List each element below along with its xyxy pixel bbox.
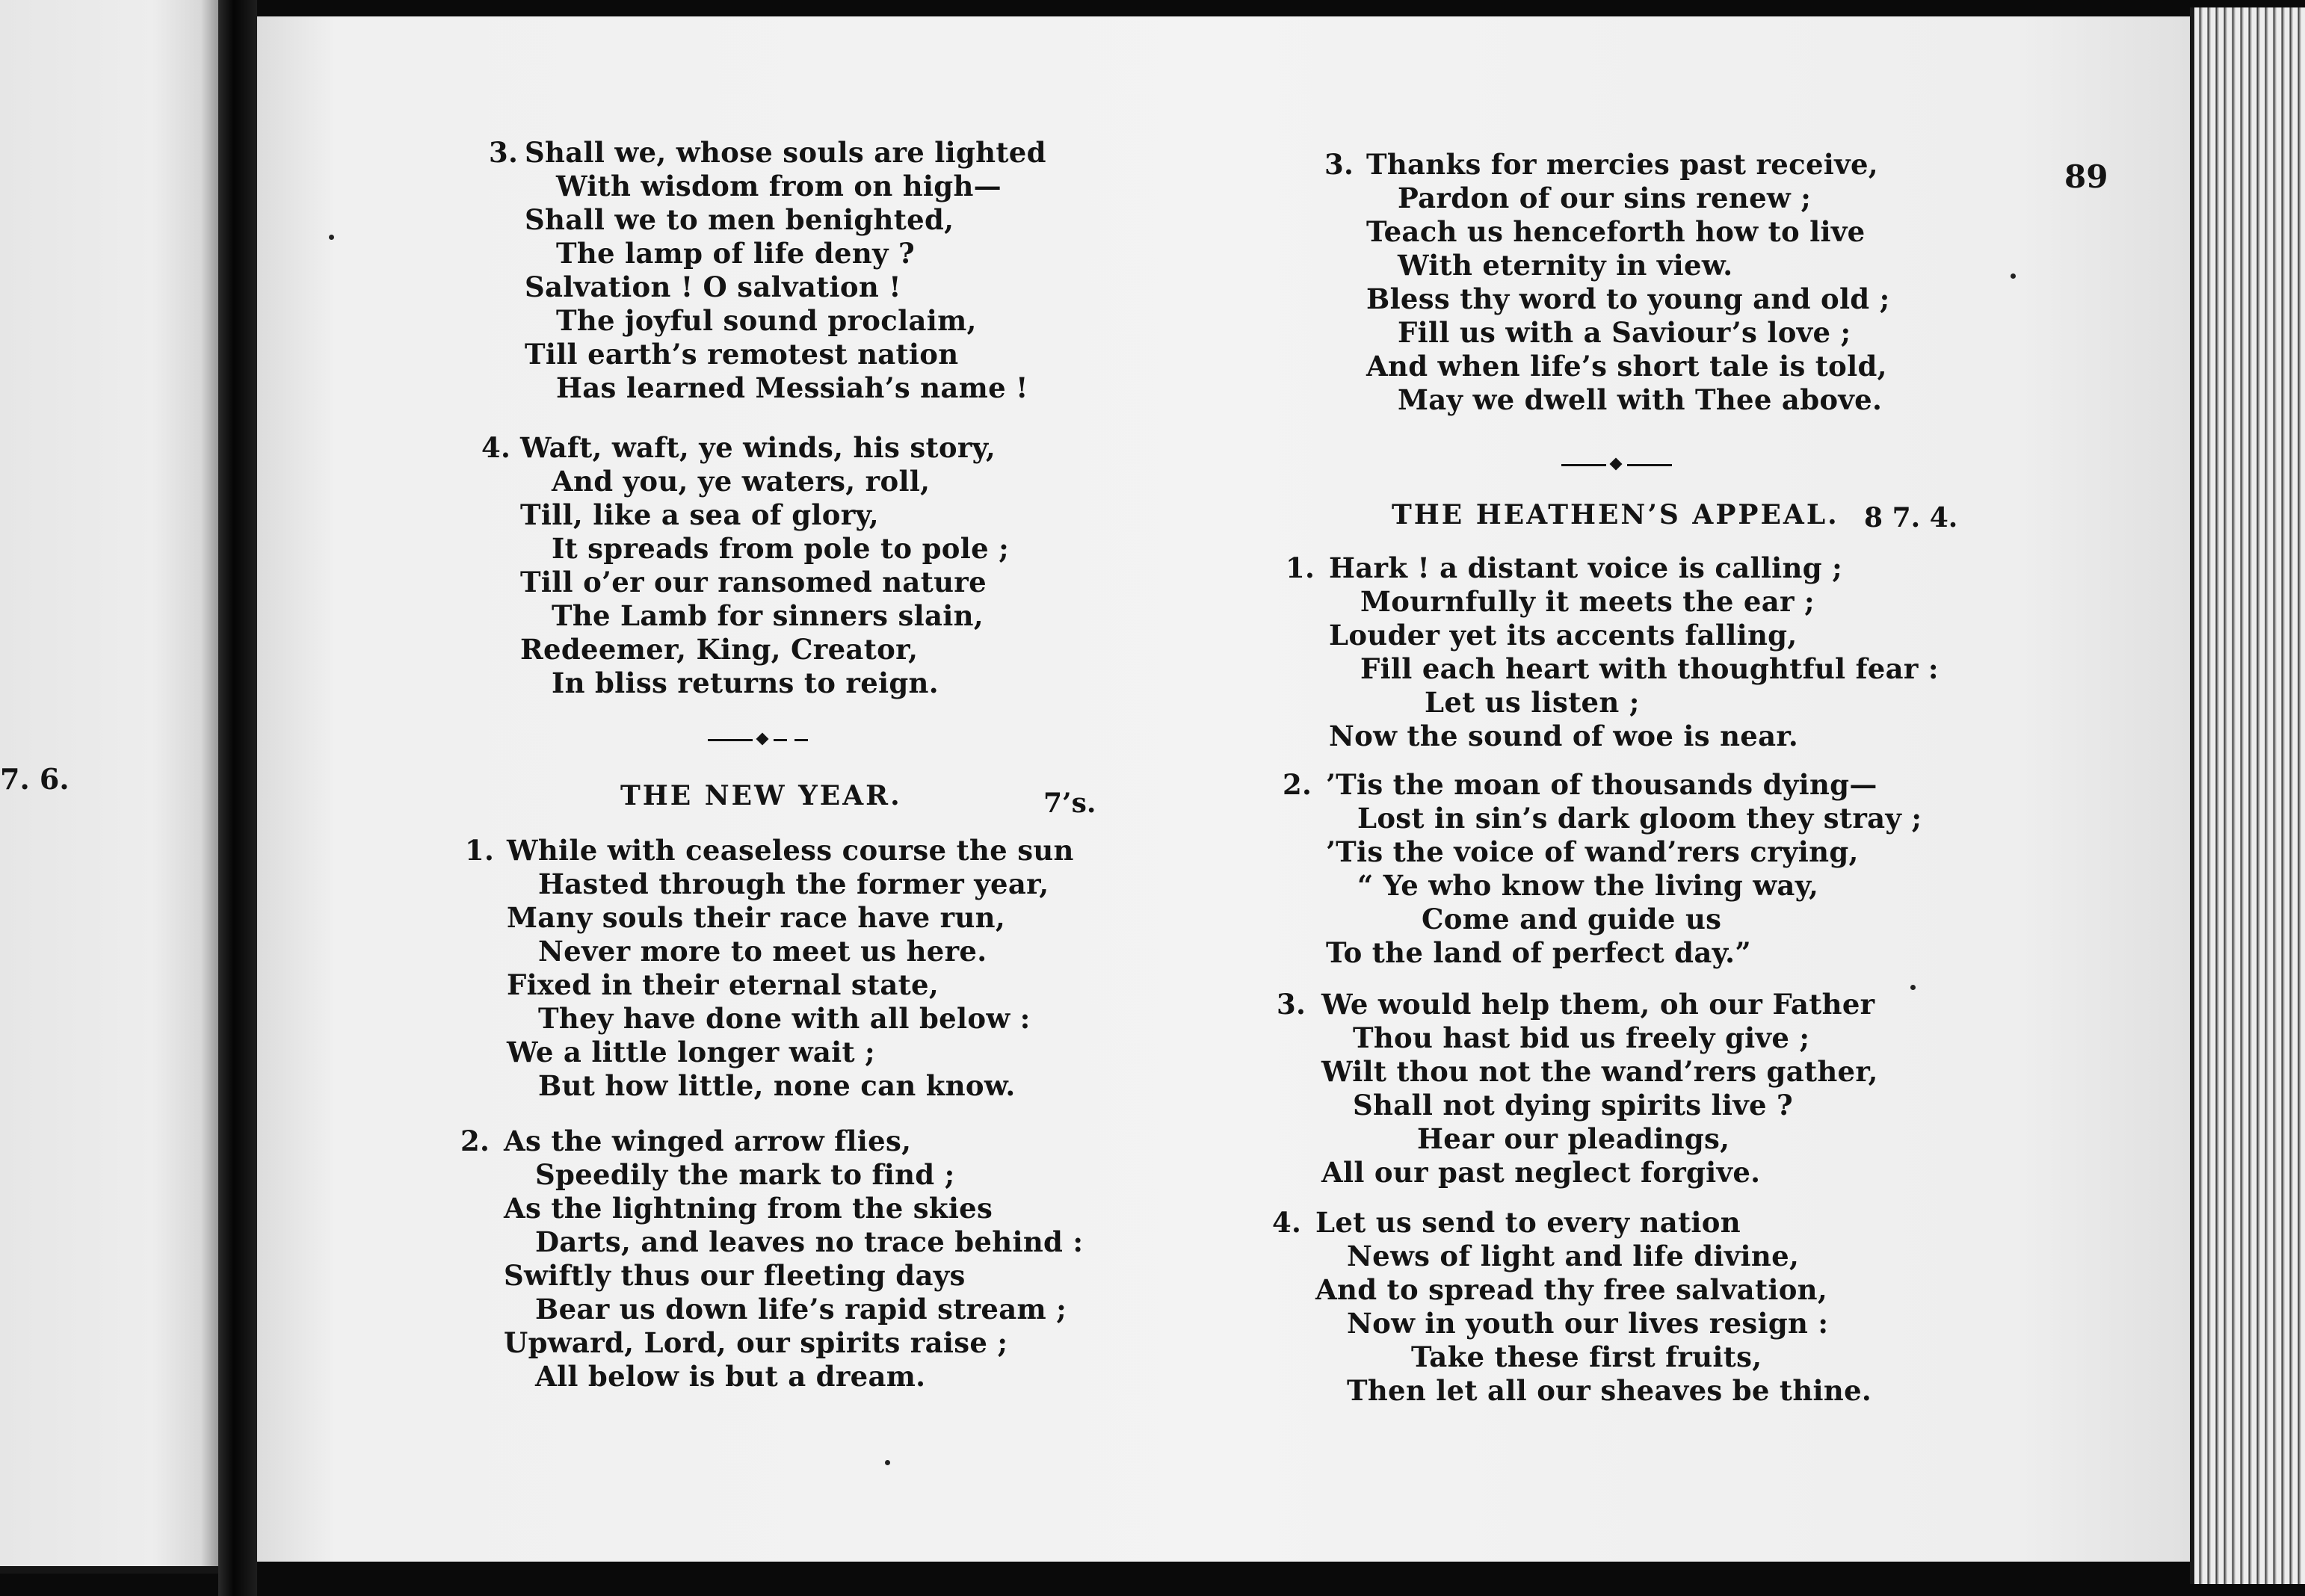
verse-line: Shall not dying spirits live ? <box>1353 1089 1794 1122</box>
hymn-meter: 8 7. 4. <box>1864 502 1958 533</box>
verse-line: Lost in sin’s dark gloom they stray ; <box>1357 802 1922 835</box>
verse-line: We a little longer wait ; <box>507 1036 876 1068</box>
book-gutter <box>218 0 257 1596</box>
verse-line: Louder yet its accents falling, <box>1329 619 1798 652</box>
verse-line: Till earth’s remotest nation <box>525 338 959 371</box>
verse-line: 1. While with ceaseless course the sun <box>465 834 1074 867</box>
verse-line: Never more to meet us here. <box>538 935 987 968</box>
verse-line: Now the sound of woe is near. <box>1329 720 1798 752</box>
verse-line: Take these first fruits, <box>1411 1340 1762 1373</box>
verse-line: And you, ye waters, roll, <box>552 465 931 498</box>
verse-line: And to spread thy free salvation, <box>1315 1273 1828 1306</box>
section-divider <box>1561 457 1673 472</box>
verse-line: All our past neglect forgive. <box>1321 1156 1761 1189</box>
verse-line: Let us listen ; <box>1425 686 1640 719</box>
previous-hymn-meter: 7. 6. <box>0 762 70 796</box>
verse-line: ’Tis the voice of wand’rers crying, <box>1326 835 1859 868</box>
verse-line: Redeemer, King, Creator, <box>520 633 919 666</box>
stanza-number: 2. <box>460 1125 490 1157</box>
verse-line: All below is but a dream. <box>535 1360 926 1393</box>
verse-line: With eternity in view. <box>1398 249 1733 282</box>
verse-line: Bless thy word to young and old ; <box>1366 282 1890 315</box>
verse-line: Hear our pleadings, <box>1417 1122 1730 1155</box>
verse-line: 3. Shall we, whose souls are lighted <box>489 136 1046 169</box>
stanza <box>1324 148 1890 417</box>
verse-line: The lamp of life deny ? <box>556 237 915 270</box>
verse-line: Has learned Messiah’s name ! <box>556 371 1028 404</box>
page-number: 89 <box>2064 158 2108 195</box>
verse-line: To the land of perfect day.” <box>1326 936 1751 969</box>
ink-speck <box>329 235 334 240</box>
stanza <box>1283 768 1922 970</box>
stanza-number: 4. <box>481 431 511 464</box>
verse-line: Fill each heart with thoughtful fear : <box>1360 652 1939 685</box>
stanza <box>1286 551 1939 753</box>
verse-line: 3. Thanks for mercies past receive, <box>1324 148 1878 181</box>
hymn-meter: 7’s. <box>1043 788 1096 819</box>
stanza <box>460 1125 1083 1394</box>
stanza <box>1277 988 1878 1190</box>
stanza-number: 3. <box>1324 148 1354 181</box>
verse-line: With wisdom from on high— <box>556 170 1002 202</box>
page <box>257 16 2215 1562</box>
stanza-number: 1. <box>1286 551 1315 584</box>
stanza-number: 2. <box>1283 768 1312 801</box>
ink-speck <box>1910 985 1916 990</box>
verse-line: Till, like a sea of glory, <box>520 498 879 531</box>
stanza <box>465 834 1074 1103</box>
verse-line: 1. Hark ! a distant voice is calling ; <box>1286 551 1843 584</box>
ink-speck <box>885 1460 890 1465</box>
verse-line: Many souls their race have run, <box>507 901 1006 934</box>
verse-line: In bliss returns to reign. <box>552 666 939 699</box>
verse-line: Darts, and leaves no trace behind : <box>535 1225 1084 1258</box>
verse-line: Fixed in their eternal state, <box>507 968 939 1001</box>
section-divider <box>708 732 820 747</box>
verse-line: Upward, Lord, our spirits raise ; <box>504 1326 1008 1359</box>
stanza <box>481 431 1009 700</box>
verse-line: They have done with all below : <box>538 1002 1031 1035</box>
verse-line: Come and guide us <box>1422 903 1722 935</box>
verse-line: Wilt thou not the wand’rers gather, <box>1321 1055 1878 1088</box>
verse-line: Shall we to men benighted, <box>525 203 954 236</box>
verse-line: “ Ye who know the living way, <box>1357 869 1819 902</box>
stanza-number: 1. <box>465 834 495 867</box>
ink-speck <box>2011 273 2016 279</box>
hymn-title: THE HEATHEN’S APPEAL. <box>1392 499 1839 531</box>
verse-line: But how little, none can know. <box>538 1069 1016 1102</box>
verse-line: Swiftly thus our fleeting days <box>504 1259 966 1292</box>
verse-line: 4. Waft, waft, ye winds, his story, <box>481 431 996 464</box>
verse-line: Then let all our sheaves be thine. <box>1347 1374 1872 1407</box>
stanza-number: 4. <box>1272 1206 1302 1239</box>
verse-line: Till o’er our ransomed nature <box>520 566 987 598</box>
verse-line: It spreads from pole to pole ; <box>552 532 1010 565</box>
verse-line: 2. ’Tis the moan of thousands dying— <box>1283 768 1877 801</box>
verse-line: Bear us down life’s rapid stream ; <box>535 1293 1067 1326</box>
verse-line: 3. We would help them, oh our Father <box>1277 988 1875 1021</box>
verse-line: News of light and life divine, <box>1347 1240 1800 1272</box>
verse-line: Speedily the mark to find ; <box>535 1158 955 1191</box>
stanza <box>1272 1206 1872 1408</box>
verse-line: Pardon of our sins renew ; <box>1398 182 1812 214</box>
verse-line: Hasted through the former year, <box>538 867 1049 900</box>
verse-line: The Lamb for sinners slain, <box>552 599 984 632</box>
stanza-number: 3. <box>489 136 519 169</box>
verse-line: Teach us henceforth how to live <box>1366 215 1866 248</box>
verse-line: Now in youth our lives resign : <box>1347 1307 1829 1340</box>
verse-line: As the lightning from the skies <box>504 1192 993 1225</box>
verse-line: And when life’s short tale is told, <box>1366 350 1887 383</box>
verse-line: Salvation ! O salvation ! <box>525 270 901 303</box>
previous-page-edge <box>0 0 218 1574</box>
verse-line: 2. As the winged arrow flies, <box>460 1125 912 1157</box>
stanza-number: 3. <box>1277 988 1306 1021</box>
verse-line: Mournfully it meets the ear ; <box>1360 585 1815 618</box>
page-edges <box>2190 7 2305 1584</box>
verse-line: The joyful sound proclaim, <box>556 304 977 337</box>
verse-line: 4. Let us send to every nation <box>1272 1206 1741 1239</box>
verse-line: Thou hast bid us freely give ; <box>1353 1021 1810 1054</box>
verse-line: Fill us with a Saviour’s love ; <box>1398 316 1851 349</box>
stanza <box>489 136 1046 405</box>
verse-line: May we dwell with Thee above. <box>1398 383 1883 416</box>
hymn-title: THE NEW YEAR. <box>620 780 902 811</box>
